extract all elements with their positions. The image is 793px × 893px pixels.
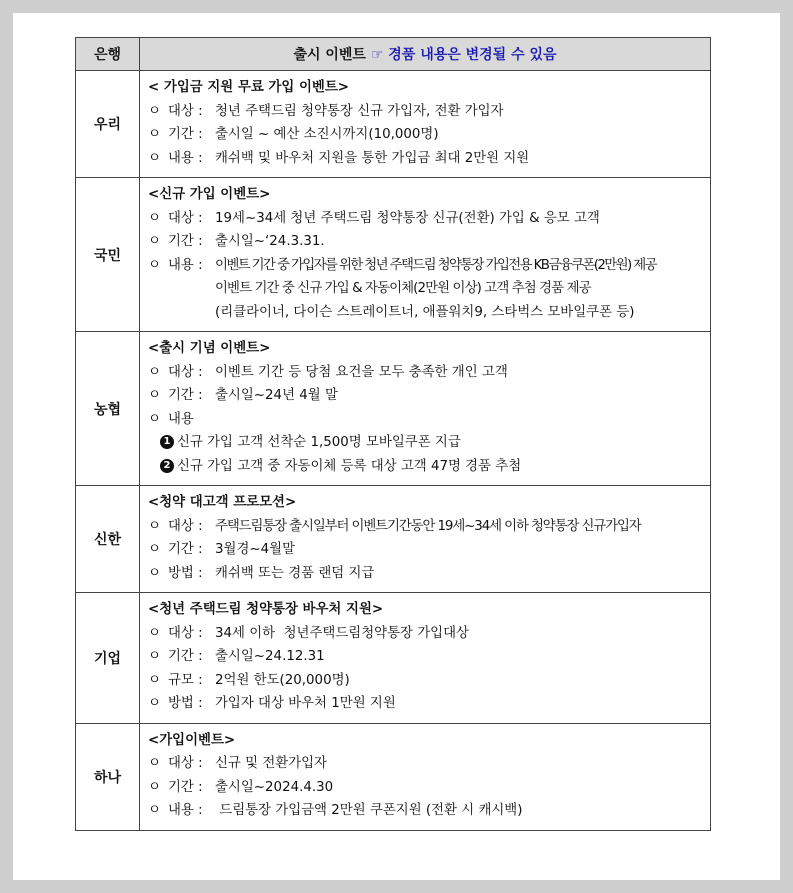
list-item: ㅇ 내용	[148, 411, 194, 427]
event-cell	[140, 332, 711, 486]
table-row	[76, 486, 711, 593]
list-item: ㅇ 기간 : 출시일~2024.4.30	[148, 779, 334, 795]
table-row	[76, 71, 711, 178]
pointing-hand-icon: ☞	[370, 47, 384, 63]
list-item: ㅇ 내용 : 드림통장 가입금액 2만원 쿠폰지원 (전환 시 캐시백)	[148, 803, 523, 818]
bank-name: 우리	[76, 71, 140, 178]
bank-name: 국민	[76, 178, 140, 332]
bank-name: 농협	[76, 332, 140, 486]
list-item: ㅇ 내용 : 이벤트 기간 중 가입자를 위한 청년 주택드림 청약통장 가입전용 KB금융쿠폰(2만원) 제공	[148, 257, 656, 273]
event-column-title: 출시 이벤트	[293, 47, 366, 63]
number-badge-icon: 2	[160, 459, 174, 473]
event-title: <출시 기념 이벤트>	[148, 341, 271, 356]
change-notice: 경품 내용은 변경될 수 있음	[388, 47, 557, 63]
list-item: ㅇ 기간 : 출시일 ~ 예산 소진시까지(10,000명)	[148, 127, 439, 142]
event-title: <신규 가입 이벤트>	[148, 187, 271, 202]
table-header-row	[76, 38, 711, 71]
event-title: <가입이벤트>	[148, 732, 236, 748]
event-cell	[140, 71, 711, 178]
table-row	[76, 723, 711, 830]
numbered-item: 2 신규 가입 고객 중 자동이체 등록 대상 고객 47명 경품 추첨	[148, 455, 706, 479]
numbered-item: 1 신규 가입 고객 선착순 1,500명 모바일쿠폰 지급	[148, 431, 706, 455]
bank-name: 신한	[76, 486, 140, 593]
list-item: ㅇ 기간 : 3월경~4월말	[148, 542, 295, 557]
list-item: ㅇ 규모 : 2억원 한도(20,000명)	[148, 672, 350, 688]
list-item: ㅇ 대상 : 19세~34세 청년 주택드림 청약통장 신규(전환) 가입 & 응모 고객	[148, 210, 600, 226]
list-item: ㅇ 방법 : 가입자 대상 바우처 1만원 지원	[148, 696, 396, 711]
bank-name: 하나	[76, 723, 140, 830]
event-title: <청년 주택드림 청약통장 바우처 지원>	[148, 602, 384, 617]
event-cell	[140, 593, 711, 724]
continuation-line: (리클라이너, 다이슨 스트레이트너, 애플워치9, 스타벅스 모바일쿠폰 등)	[215, 304, 635, 320]
list-item: ㅇ 기간 : 출시일~‘24.3.31.	[148, 234, 325, 249]
list-item: ㅇ 대상 : 34세 이하 청년주택드림청약통장 가입대상	[148, 625, 469, 641]
event-cell	[140, 178, 711, 332]
list-item: ㅇ 대상 : 주택드림통장 출시일부터 이벤트기간동안 19세~34세 이하 청약통장 신규가입자	[148, 518, 641, 534]
list-item: ㅇ 기간 : 출시일~24년 4월 말	[148, 388, 338, 403]
list-item: ㅇ 내용 : 캐쉬백 및 바우처 지원을 통한 가입금 최대 2만원 지원	[148, 150, 530, 166]
bank-event-table	[75, 37, 711, 831]
number-badge-icon: 1	[160, 435, 174, 449]
event-cell	[140, 486, 711, 593]
list-item: ㅇ 대상 : 이벤트 기간 등 당첨 요건을 모두 충족한 개인 고객	[148, 364, 508, 380]
list-item: ㅇ 대상 : 청년 주택드림 청약통장 신규 가입자, 전환 가입자	[148, 103, 504, 119]
event-cell	[140, 723, 711, 830]
bank-name: 기업	[76, 593, 140, 724]
list-item: ㅇ 방법 : 캐쉬백 또는 경품 랜덤 지급	[148, 565, 375, 581]
table-row	[76, 593, 711, 724]
document-page	[13, 13, 780, 880]
table-row	[76, 332, 711, 486]
bank-column-header: 은행	[76, 38, 140, 71]
list-item: ㅇ 기간 : 출시일~24.12.31	[148, 649, 325, 664]
event-column-header	[140, 38, 711, 71]
continuation-line: 이벤트 기간 중 신규 가입 & 자동이체(2만원 이상) 고객 추첨 경품 제공	[215, 281, 591, 296]
list-item: ㅇ 대상 : 신규 및 전환가입자	[148, 756, 327, 771]
event-title: <청약 대고객 프로모션>	[148, 495, 297, 510]
event-title: < 가입금 지원 무료 가입 이벤트>	[148, 80, 349, 95]
table-row	[76, 178, 711, 332]
